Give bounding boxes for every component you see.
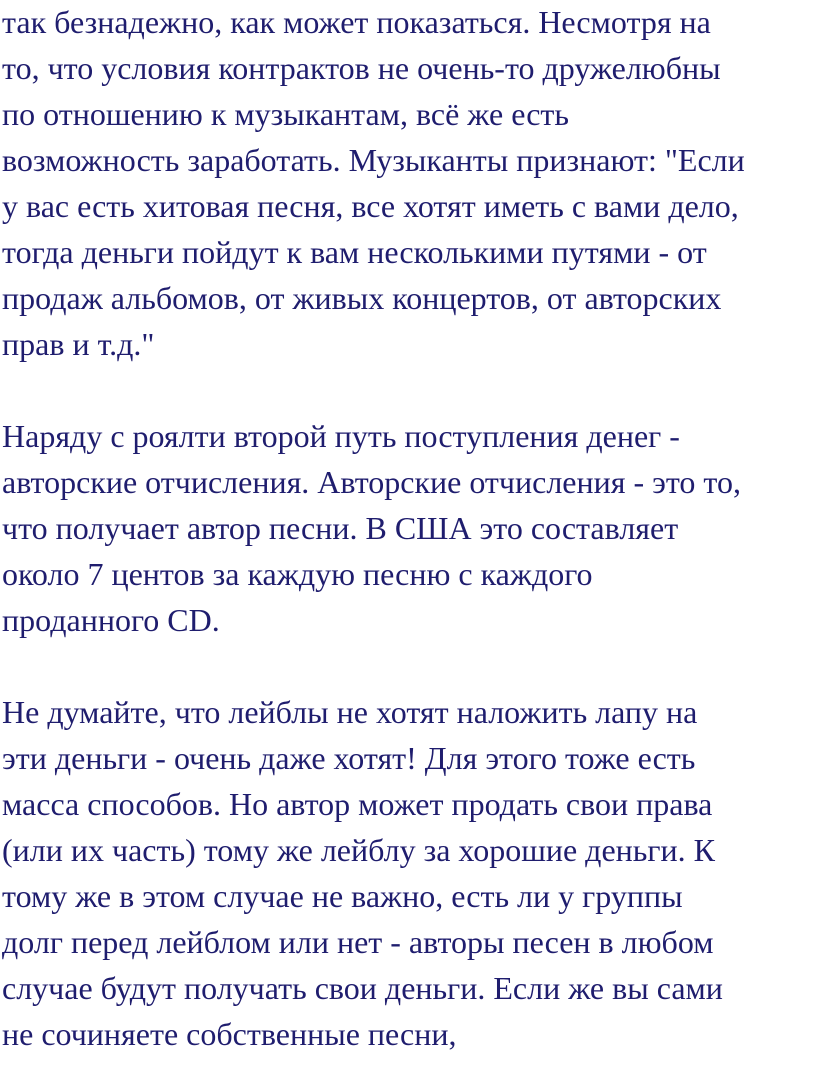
paragraph-3-line-1: Не думайте, что лейблы не хотят наложить лапу на <box>2 694 698 730</box>
paragraph-3-line-7: случае будут получать свои деньги. Если же вы сами <box>2 970 723 1006</box>
paragraph-1-line-8: прав и т.д." <box>2 326 155 362</box>
paragraph-3-line-6: долг перед лейблом или нет - авторы песен в любом <box>2 924 714 960</box>
paragraph-2-line-2: авторские отчисления. Авторские отчисления - это то, <box>2 464 741 500</box>
paragraph-2-line-5: проданного CD. <box>2 602 220 638</box>
paragraph-2-line-3: что получает автор песни. В США это составляет <box>2 510 679 546</box>
paragraph-3-line-3: масса способов. Но автор может продать свои права <box>2 786 713 822</box>
paragraph-1-line-7: продаж альбомов, от живых концертов, от авторских <box>2 280 722 316</box>
paragraph-2-line-4: около 7 центов за каждую песню с каждого <box>2 556 593 592</box>
paragraph-1-line-4: возможность заработать. Музыканты признают: "Если <box>2 142 745 178</box>
paragraph-3-line-2: эти деньги - очень даже хотят! Для этого тоже есть <box>2 740 696 776</box>
paragraph-1-line-6: тогда деньги пойдут к вам несколькими путями - от <box>2 234 707 270</box>
paragraph-1-line-3: по отношению к музыкантам, всё же есть <box>2 96 569 132</box>
paragraph-3-line-8: не сочиняете собственные песни, <box>2 1016 457 1052</box>
paragraph-3-line-5: тому же в этом случае не важно, есть ли у группы <box>2 878 683 914</box>
paragraph-1-line-5: у вас есть хитовая песня, все хотят иметь с вами дело, <box>2 188 739 224</box>
paragraph-1-line-2: то, что условия контрактов не очень-то дружелюбны <box>2 50 721 86</box>
paragraph-1-line-1: так безнадежно, как может показаться. Несмотря на <box>2 4 711 40</box>
paragraph-3-line-4: (или их часть) тому же лейблу за хорошие деньги. К <box>2 832 715 868</box>
paragraph-2-line-1: Наряду с роялти второй путь поступления денег - <box>2 418 680 454</box>
